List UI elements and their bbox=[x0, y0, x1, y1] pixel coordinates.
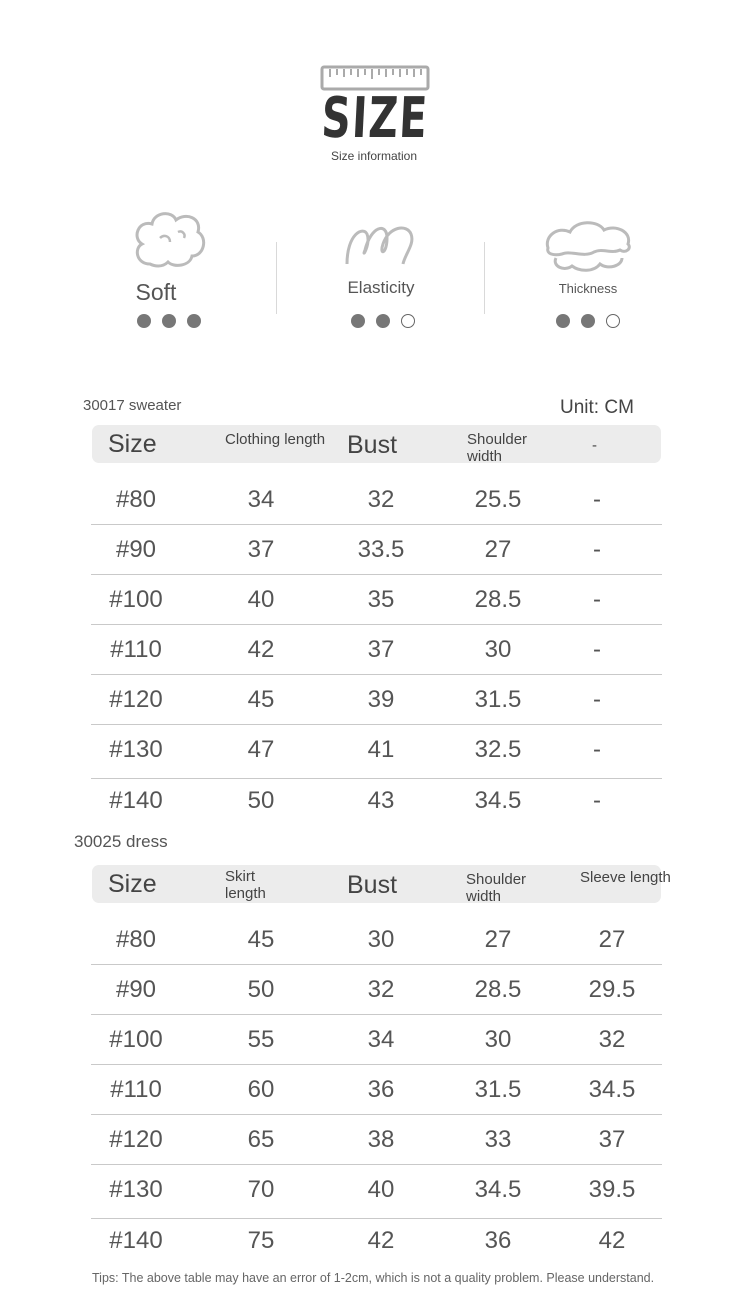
rating-dot bbox=[187, 314, 201, 328]
cell-bust: 41 bbox=[367, 736, 395, 763]
table-row bbox=[91, 965, 662, 1015]
unit-label: Unit: CM bbox=[560, 397, 634, 418]
cell-shoulder-width: 30 bbox=[484, 1026, 512, 1053]
header-clothing-length: Clothing length bbox=[225, 431, 326, 448]
cell-sleeve-length: 27 bbox=[598, 926, 626, 953]
rating-dot bbox=[162, 314, 176, 328]
size-logo: SIZE bbox=[320, 86, 430, 151]
cell-size: #140 bbox=[109, 787, 163, 814]
cell-size: #100 bbox=[109, 586, 163, 613]
cell-extra: - bbox=[593, 536, 601, 563]
cell-extra: - bbox=[593, 736, 601, 763]
cell-size: #100 bbox=[109, 1026, 163, 1053]
cell-shoulder-width: 25.5 bbox=[474, 486, 522, 513]
divider bbox=[484, 242, 485, 314]
cell-clothing-length: 50 bbox=[247, 787, 275, 814]
cell-size: #110 bbox=[110, 1076, 162, 1103]
cell-bust: 42 bbox=[367, 1227, 395, 1254]
cell-skirt-length: 45 bbox=[247, 926, 275, 953]
spring-coil-icon bbox=[343, 220, 419, 268]
cell-shoulder-width: 31.5 bbox=[474, 1076, 522, 1103]
cell-sleeve-length: 39.5 bbox=[588, 1176, 636, 1203]
header-size: Size bbox=[108, 870, 157, 898]
cell-skirt-length: 50 bbox=[247, 976, 275, 1003]
cell-sleeve-length: 42 bbox=[598, 1227, 626, 1254]
cell-sleeve-length: 37 bbox=[598, 1126, 626, 1153]
rating-dot bbox=[606, 314, 620, 328]
cell-clothing-length: 34 bbox=[247, 486, 275, 513]
header-size: Size bbox=[108, 430, 157, 458]
rating-dot bbox=[137, 314, 151, 328]
thickness-rating bbox=[556, 314, 620, 328]
header-shoulder-width: Shoulder width bbox=[466, 871, 527, 905]
cell-sleeve-length: 32 bbox=[598, 1026, 626, 1053]
cell-skirt-length: 65 bbox=[247, 1126, 275, 1153]
cell-clothing-length: 37 bbox=[247, 536, 275, 563]
header-bust: Bust bbox=[347, 431, 398, 459]
cell-bust: 32 bbox=[367, 486, 395, 513]
cell-shoulder-width: 28.5 bbox=[474, 586, 522, 613]
cell-clothing-length: 47 bbox=[247, 736, 275, 763]
cell-bust: 38 bbox=[367, 1126, 395, 1153]
table-row bbox=[91, 1216, 662, 1266]
cell-extra: - bbox=[593, 586, 601, 613]
tips-note: Tips: The above table may have an error of 1-2cm, which is not a quality problem. Please understand. bbox=[92, 1271, 655, 1285]
sweater-table-title: 30017 sweater bbox=[83, 397, 182, 414]
cell-clothing-length: 40 bbox=[247, 586, 275, 613]
cell-shoulder-width: 30 bbox=[484, 636, 512, 663]
rating-dot bbox=[556, 314, 570, 328]
cell-sleeve-length: 34.5 bbox=[588, 1076, 636, 1103]
table-row bbox=[91, 1115, 662, 1165]
cell-skirt-length: 60 bbox=[247, 1076, 275, 1103]
cell-size: #110 bbox=[110, 636, 162, 663]
cotton-cloud-icon bbox=[130, 208, 208, 270]
divider bbox=[276, 242, 277, 314]
cell-size: #120 bbox=[109, 1126, 163, 1153]
cell-shoulder-width: 27 bbox=[484, 536, 512, 563]
rating-dot bbox=[376, 314, 390, 328]
cell-bust: 37 bbox=[367, 636, 395, 663]
soft-rating bbox=[137, 314, 201, 328]
cell-bust: 33.5 bbox=[357, 536, 405, 563]
cell-size: #90 bbox=[115, 536, 157, 563]
dress-table-title: 30025 dress bbox=[74, 832, 168, 851]
cell-bust: 30 bbox=[367, 926, 395, 953]
cell-shoulder-width: 34.5 bbox=[474, 787, 522, 814]
feature-label-soft: Soft bbox=[135, 279, 177, 305]
elasticity-rating bbox=[351, 314, 415, 328]
table-row bbox=[91, 625, 662, 675]
cell-skirt-length: 70 bbox=[247, 1176, 275, 1203]
cell-size: #80 bbox=[115, 926, 157, 953]
cell-bust: 34 bbox=[367, 1026, 395, 1053]
header-bust: Bust bbox=[347, 871, 398, 899]
cell-bust: 32 bbox=[367, 976, 395, 1003]
page-subtitle: Size information bbox=[330, 149, 418, 163]
cell-bust: 35 bbox=[367, 586, 395, 613]
layered-cloud-icon bbox=[542, 218, 634, 272]
cell-shoulder-width: 33 bbox=[484, 1126, 512, 1153]
cell-size: #130 bbox=[109, 1176, 163, 1203]
table-row bbox=[91, 675, 662, 725]
cell-shoulder-width: 28.5 bbox=[474, 976, 522, 1003]
feature-label-thickness: Thickness bbox=[558, 281, 618, 296]
header-skirt-length: Skirt length bbox=[225, 868, 266, 902]
cell-clothing-length: 45 bbox=[247, 686, 275, 713]
table-row bbox=[91, 525, 662, 575]
cell-extra: - bbox=[593, 636, 601, 663]
header-shoulder-width: Shoulder width bbox=[467, 431, 528, 465]
cell-size: #80 bbox=[115, 486, 157, 513]
cell-skirt-length: 55 bbox=[247, 1026, 275, 1053]
cell-shoulder-width: 27 bbox=[484, 926, 512, 953]
cell-size: #130 bbox=[109, 736, 163, 763]
cell-extra: - bbox=[593, 686, 601, 713]
cell-skirt-length: 75 bbox=[247, 1227, 275, 1254]
table-row bbox=[91, 575, 662, 625]
cell-shoulder-width: 36 bbox=[484, 1227, 512, 1254]
cell-bust: 39 bbox=[367, 686, 395, 713]
cell-sleeve-length: 29.5 bbox=[588, 976, 636, 1003]
cell-size: #140 bbox=[109, 1227, 163, 1254]
table-row bbox=[91, 915, 662, 965]
cell-bust: 40 bbox=[367, 1176, 395, 1203]
cell-clothing-length: 42 bbox=[247, 636, 275, 663]
cell-shoulder-width: 32.5 bbox=[474, 736, 522, 763]
table-row bbox=[91, 1015, 662, 1065]
cell-shoulder-width: 34.5 bbox=[474, 1176, 522, 1203]
feature-label-elasticity: Elasticity bbox=[347, 278, 415, 297]
table-row bbox=[91, 725, 662, 779]
cell-bust: 43 bbox=[367, 787, 395, 814]
cell-size: #120 bbox=[109, 686, 163, 713]
table-row bbox=[91, 1165, 662, 1219]
header-empty: - bbox=[592, 437, 597, 454]
cell-extra: - bbox=[593, 787, 601, 814]
rating-dot bbox=[581, 314, 595, 328]
table-row bbox=[91, 475, 662, 525]
header-sleeve-length: Sleeve length bbox=[580, 869, 671, 886]
table-row bbox=[91, 776, 662, 826]
cell-size: #90 bbox=[115, 976, 157, 1003]
table-row bbox=[91, 1065, 662, 1115]
rating-dot bbox=[401, 314, 415, 328]
cell-extra: - bbox=[593, 486, 601, 513]
rating-dot bbox=[351, 314, 365, 328]
cell-shoulder-width: 31.5 bbox=[474, 686, 522, 713]
cell-bust: 36 bbox=[367, 1076, 395, 1103]
